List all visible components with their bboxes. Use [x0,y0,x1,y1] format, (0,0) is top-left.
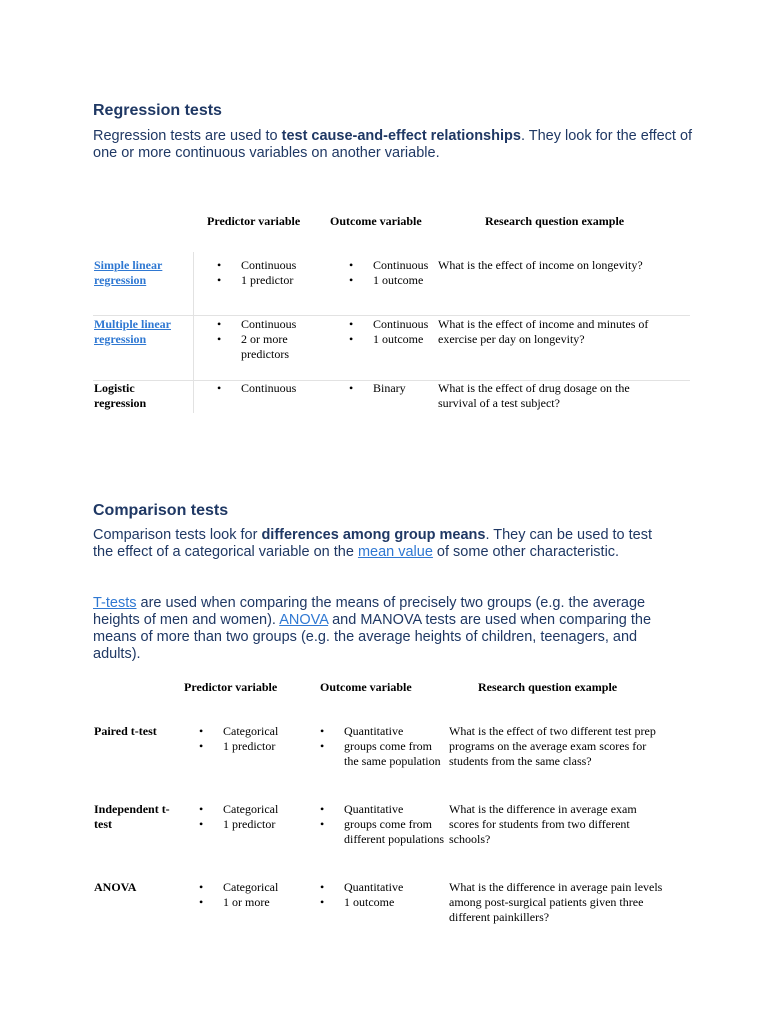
list-item: • 1 or more [199,895,278,910]
list-item: • Categorical [199,724,278,739]
list-item: • Continuous [349,317,428,332]
predictor-list [217,317,307,362]
question-text: What is the effect of income on longevity? [438,258,643,272]
list-item: • 1 outcome [349,273,428,288]
list-item: • Quantitative [320,880,448,895]
list-item: • Categorical [199,880,278,895]
list-item: • groups come from the same population [320,739,448,769]
outcome-list [320,802,448,847]
list-item: • groups come from different populations [320,817,448,847]
outcome-list [349,381,406,396]
outcome-list [320,880,448,910]
list-item: • 1 outcome [349,332,428,347]
outcome-list [349,258,428,288]
list-item: • Quantitative [320,802,448,817]
comparison-heading: Comparison tests [93,502,229,519]
list-item: • 1 outcome [320,895,448,910]
outcome-list [349,317,428,347]
predictor-list [199,802,278,832]
comparison-intro: Comparison tests look for differences among group means. They can be used to test the effect of a categorical variable on the mean value of some other characteristic. [93,527,653,560]
comparison-detail: T-tests are used when comparing the means of precisely two groups (e.g. the average heights of men and women). ANOVA and MANOVA tests are used when comparing the means of more than two groups (e.g. the average heights of children, teenagers, and adults). [93,595,652,662]
emphasis-group-means: differences among group means [261,527,486,543]
list-item: • 1 predictor [217,273,296,288]
row-link-multiple-linear-regression[interactable]: Multiple linear regression [94,317,171,346]
row-link-simple-linear-regression[interactable]: Simple linear regression [94,258,163,287]
emphasis-cause-effect: test cause-and-effect relationships [281,128,521,144]
col-header-outcome: Outcome variable [330,214,422,228]
list-item: • Categorical [199,802,278,817]
question-text: What is the difference in average exam scores for students from two different schools? [449,802,637,846]
list-item: • 1 predictor [199,739,278,754]
row-name-independent-t-test: Independent t-test [94,802,170,831]
table-divider [93,315,690,316]
list-item: • Continuous [349,258,428,273]
predictor-list [217,381,296,396]
row-name-logistic-regression: Logistic regression [94,381,147,410]
predictor-list [199,724,278,754]
col-header-predictor: Predictor variable [207,214,301,228]
outcome-list [320,724,448,769]
question-text: What is the effect of drug dosage on the survival of a test subject? [438,381,630,410]
question-text: What is the effect of two different test prep programs on the average exam scores for students from the same class? [449,724,656,768]
col-header-question: Research question example [478,680,618,694]
list-item: • 1 predictor [199,817,278,832]
mean-value-link[interactable]: mean value [357,544,433,560]
list-item: • Continuous [217,381,296,396]
regression-heading: Regression tests [93,102,222,119]
regression-intro: Regression tests are used to test cause-and-effect relationships. They look for the effect of one or more continuous variables on another variable. [93,128,693,161]
col-header-question: Research question example [485,214,625,228]
col-header-predictor: Predictor variable [184,680,278,694]
row-name-paired-t-test: Paired t-test [94,724,157,738]
col-header-outcome: Outcome variable [320,680,412,694]
list-item: • Quantitative [320,724,448,739]
list-item: • 2 or more predictors [217,332,307,362]
row-name-anova: ANOVA [94,880,137,894]
question-text: What is the difference in average pain levels among post-surgical patients given three different painkillers? [449,880,663,924]
predictor-list [217,258,296,288]
list-item: • Continuous [217,258,296,273]
predictor-list [199,880,278,910]
list-item: • Continuous [217,317,307,332]
list-item: • Binary [349,381,406,396]
anova-link[interactable]: ANOVA [279,612,329,628]
table-divider [193,252,194,413]
question-text: What is the effect of income and minutes of exercise per day on longevity? [438,317,649,346]
t-tests-link[interactable]: T-tests [93,595,137,611]
